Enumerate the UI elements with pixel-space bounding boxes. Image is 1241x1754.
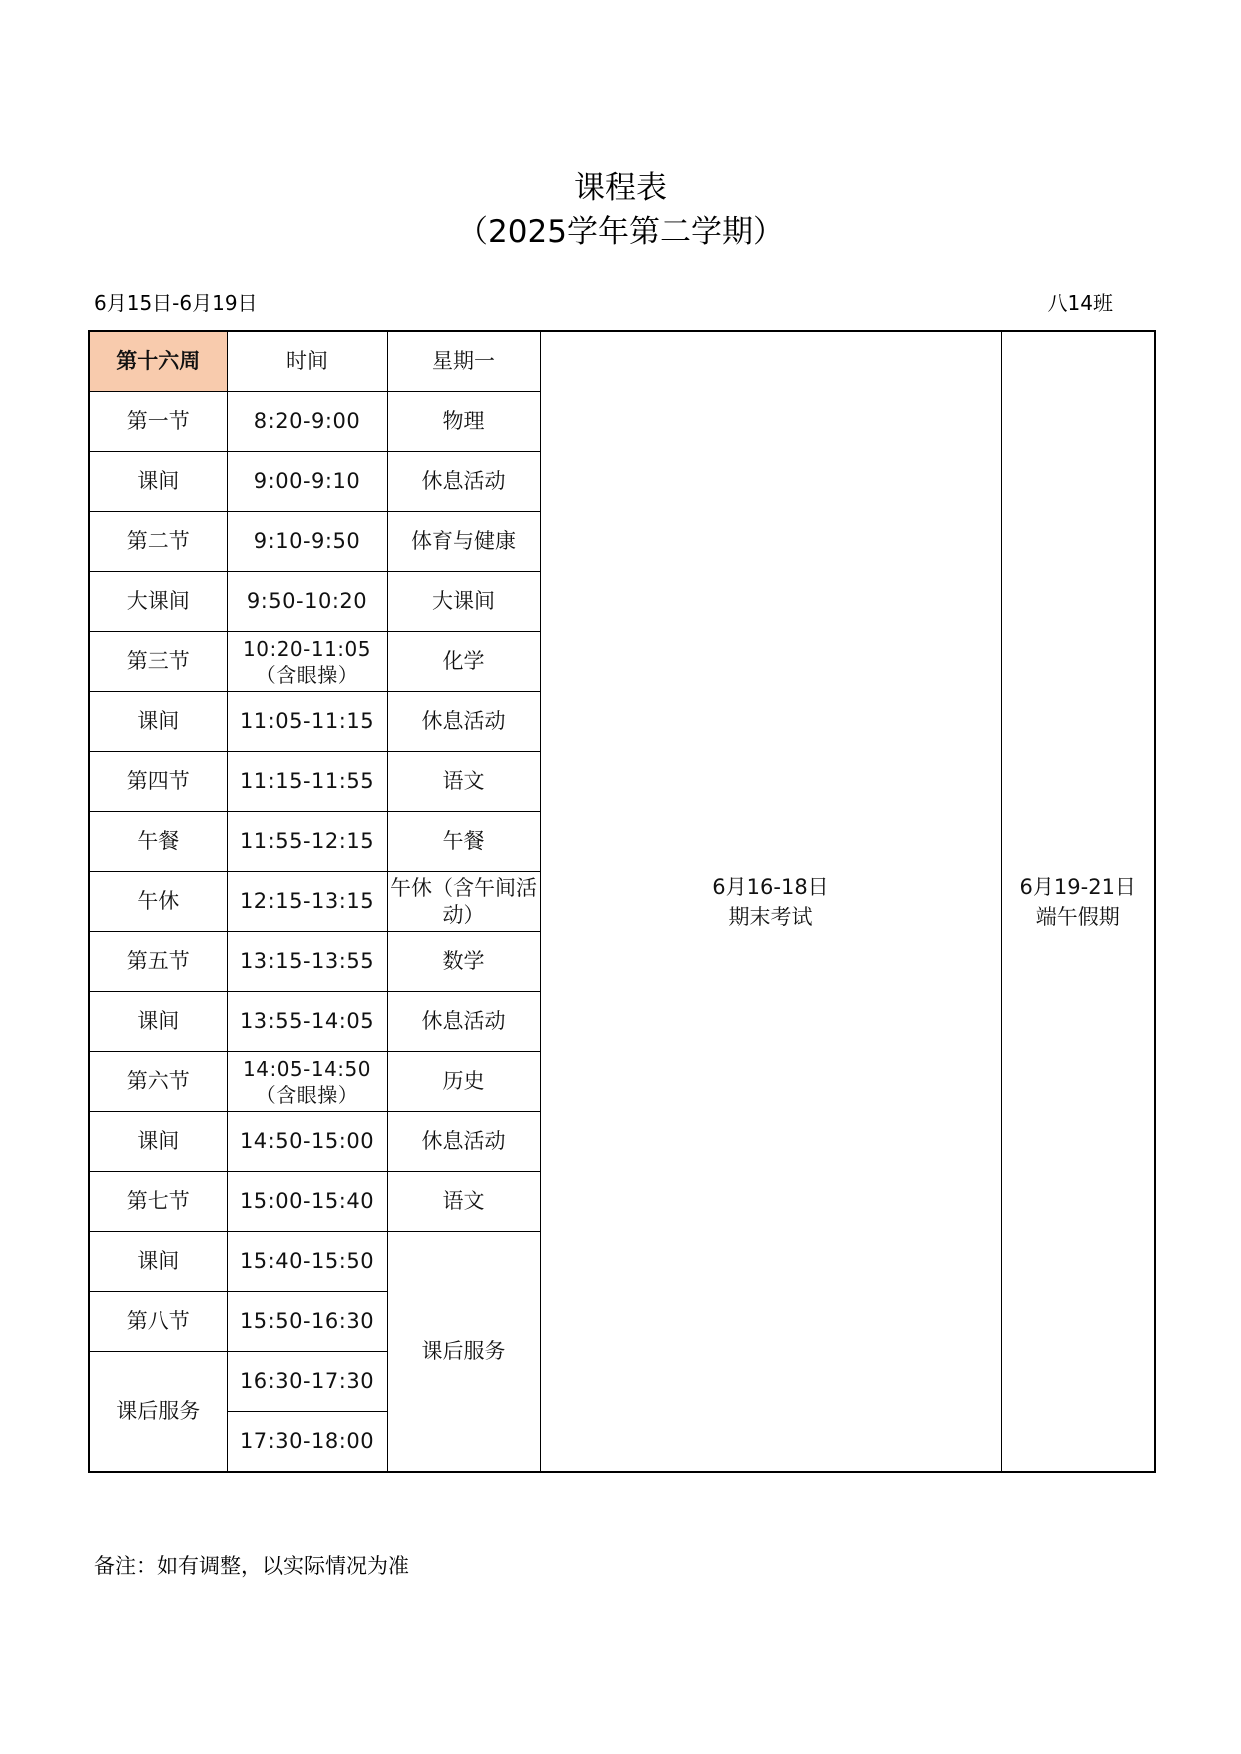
page-subtitle: （2025学年第二学期） <box>457 214 784 250</box>
period-cell: 第一节 <box>89 392 227 452</box>
header-row <box>89 331 1155 392</box>
period-cell: 第七节 <box>89 1172 227 1232</box>
day-header: 星期一 <box>387 331 540 392</box>
exam-cell <box>540 331 1001 1472</box>
time-note: （含眼操） <box>255 662 359 687</box>
time-cell: 13:55-14:05 <box>227 992 387 1052</box>
period-cell: 第八节 <box>89 1292 227 1352</box>
subject-cell: 午休（含午间活动） <box>387 872 540 932</box>
subject-cell: 午餐 <box>387 812 540 872</box>
holiday-date: 6月19-21日 <box>1019 874 1136 899</box>
period-cell: 课间 <box>89 1112 227 1172</box>
time-note: （含眼操） <box>255 1082 359 1107</box>
period-cell: 课间 <box>89 1232 227 1292</box>
subject-cell: 物理 <box>387 392 540 452</box>
class-name: 八14班 <box>1047 291 1113 315</box>
time-cell: 15:00-15:40 <box>227 1172 387 1232</box>
period-cell: 课间 <box>89 992 227 1052</box>
footnote: 备注：如有调整，以实际情况为准 <box>94 1554 409 1578</box>
period-cell: 午餐 <box>89 812 227 872</box>
after-school-service-cell: 课后服务 <box>387 1232 540 1473</box>
time-cell: 17:30-18:00 <box>227 1412 387 1473</box>
period-cell: 第五节 <box>89 932 227 992</box>
time-cell <box>227 632 387 692</box>
time-cell: 15:40-15:50 <box>227 1232 387 1292</box>
period-cell: 第二节 <box>89 512 227 572</box>
exam-date: 6月16-18日 <box>712 874 829 899</box>
time-cell: 12:15-13:15 <box>227 872 387 932</box>
subject-cell: 历史 <box>387 1052 540 1112</box>
time-cell: 13:15-13:55 <box>227 932 387 992</box>
period-cell: 第四节 <box>89 752 227 812</box>
time-value: 10:20-11:05 <box>243 636 371 661</box>
time-cell: 11:55-12:15 <box>227 812 387 872</box>
subject-cell: 大课间 <box>387 572 540 632</box>
subject-cell: 化学 <box>387 632 540 692</box>
week-header: 第十六周 <box>89 331 227 392</box>
time-cell <box>227 1052 387 1112</box>
holiday-cell <box>1001 331 1155 1472</box>
time-cell: 16:30-17:30 <box>227 1352 387 1412</box>
time-cell: 9:10-9:50 <box>227 512 387 572</box>
period-cell: 课间 <box>89 452 227 512</box>
holiday-label: 端午假期 <box>1035 904 1120 929</box>
period-cell: 午休 <box>89 872 227 932</box>
subject-cell: 语文 <box>387 1172 540 1232</box>
page-title: 课程表 <box>574 170 667 206</box>
subject-cell: 休息活动 <box>387 1112 540 1172</box>
period-cell: 第六节 <box>89 1052 227 1112</box>
time-cell: 11:05-11:15 <box>227 692 387 752</box>
subject-cell: 休息活动 <box>387 992 540 1052</box>
period-cell: 课后服务 <box>89 1352 227 1473</box>
subject-cell: 数学 <box>387 932 540 992</box>
subject-cell: 休息活动 <box>387 692 540 752</box>
time-value: 14:05-14:50 <box>243 1056 371 1081</box>
subject-cell: 体育与健康 <box>387 512 540 572</box>
subject-cell: 休息活动 <box>387 452 540 512</box>
subject-cell: 语文 <box>387 752 540 812</box>
time-header: 时间 <box>227 331 387 392</box>
period-cell: 大课间 <box>89 572 227 632</box>
time-cell: 11:15-11:55 <box>227 752 387 812</box>
period-cell: 课间 <box>89 692 227 752</box>
time-cell: 14:50-15:00 <box>227 1112 387 1172</box>
date-range: 6月15日-6月19日 <box>94 291 258 315</box>
time-cell: 9:00-9:10 <box>227 452 387 512</box>
time-cell: 15:50-16:30 <box>227 1292 387 1352</box>
time-cell: 9:50-10:20 <box>227 572 387 632</box>
time-cell: 8:20-9:00 <box>227 392 387 452</box>
period-cell: 第三节 <box>89 632 227 692</box>
exam-label: 期末考试 <box>728 904 813 929</box>
schedule-table <box>88 330 1156 1473</box>
